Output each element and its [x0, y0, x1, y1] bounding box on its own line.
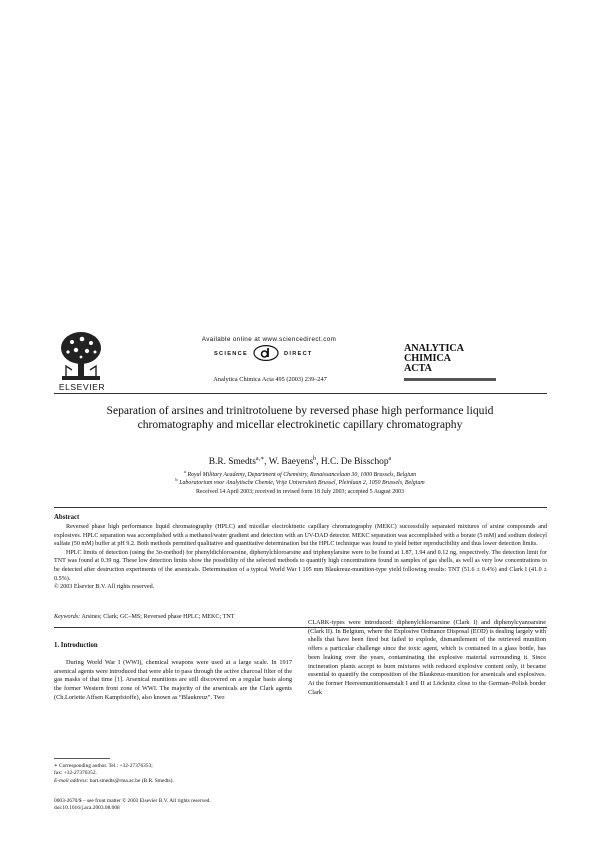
- journal-logo-bar: [404, 378, 496, 381]
- header-rule: [54, 393, 547, 394]
- copyright-line: © 2003 Elsevier B.V. All rights reserved.: [54, 584, 155, 591]
- author-affiliation-mark: a,∗: [255, 456, 265, 462]
- affiliation-text: Royal Military Academy, Department of Chemistry, Renaissancelaan 30, 1000 Brussels, Belgium: [187, 471, 417, 478]
- left-column: [54, 659, 292, 703]
- body-paragraph: During World War I (WWI), chemical weapons were used at a large scale. In 1917 arsenical agents were introduced that were able to pass through the active charcoal filter of the gas masks of that time [1]. Arsenical munitions are still discovered on a regular basis along the former Western front zone of WWI. The majority of the arsenicals are the Clark agents (Ch.Loriette Affsen Kampfstoffe), also known as “Blaukreuz”. Two: [54, 659, 292, 701]
- journal-citation: Analytica Chimica Acta 495 (2003) 239–247: [213, 376, 327, 383]
- affiliation-text: Laboratorium voor Analytische Chemie, Vrije Universiteit Brussel, Pleinlaan 2, 1050 Brussels, Belgium: [179, 479, 425, 486]
- fax-note: fax: +32-27376352.: [54, 770, 97, 777]
- sciencedirect-logo-right: DIRECT: [284, 351, 313, 357]
- journal-title-line: CHIMICA: [404, 353, 451, 364]
- received-dates: Received 14 April 2003; received in revised form 18 July 2003; accepted 5 August 2003: [195, 489, 405, 495]
- affiliation-mark: b: [175, 477, 178, 482]
- author-name: W. Baeyens: [268, 457, 314, 468]
- publisher-name: ELSEVIER: [58, 382, 106, 392]
- abstract-top-rule: [54, 507, 547, 508]
- affiliation: [90, 477, 510, 486]
- issn-line: 0003-2670/$ – see front matter © 2003 Elsevier B.V. All rights reserved.: [54, 798, 211, 804]
- doi-line: doi:10.1016/j.aca.2003.08.008: [54, 805, 120, 812]
- sciencedirect-logo-left: SCIENCE: [214, 351, 248, 357]
- footnote-rule: [54, 758, 110, 759]
- corresponding-author-note: ∗ Corresponding author. Tel.: +32-27376353;: [54, 763, 153, 769]
- article-title: Separation of arsines and trinitrotoluene by reversed phase high performance liquid chromatography and micellar electrokinetic capillary chromatography: [106, 404, 494, 431]
- affiliation-mark: a: [183, 469, 186, 474]
- author-name: B.R. Smedts: [208, 457, 256, 468]
- publication-info: [54, 798, 354, 813]
- available-online-line: Available online at www.sciencedirect.com: [201, 336, 337, 343]
- email-address: bart.smedts@rma.ac.be (B.R. Smedts).: [89, 777, 174, 784]
- abstract-paragraph: HPLC limits of detection (using the 3σ-method) for phenyldichloroarsine, diphenylchloroarsine and triphenylarsine were to be found at 1.87, 1.94 and 0.12 ng, respectively. The detection limit for TNT was found at 0.39 ng. These low detection limits show the possibility of the selected methods to quantify high concentrations found in samples of gas shells, as well as very low concentrations to be detected after destruction experiments of the arsenicals. Determination of a typical World War I 105 mm Blaukreuz-munition-type yield following results: TNT (51.6 ± 0.4%) and Clark I (41.0 ± 0.5%).: [54, 549, 547, 582]
- elsevier-tree-logo: [58, 330, 104, 382]
- author-list: B.R. Smedts$^{a,∗}$, W. Baeyens$^b$, H.C. De Bisschop$^a$: [208, 456, 392, 468]
- abstract-body: [54, 523, 547, 592]
- sciencedirect-logo: [176, 345, 366, 361]
- section-heading: 1. Introduction: [54, 642, 98, 649]
- author-name: H.C. De Bisschop: [320, 457, 389, 468]
- keywords-label: Keywords:: [54, 614, 81, 620]
- email-note: [54, 778, 292, 785]
- abstract-heading: Abstract: [54, 514, 80, 521]
- body-paragraph: CLARK-types were introduced: diphenylchloroarsine (Clark I) and diphenylcyanoarsine (Clark II). In Belgium, where the Explosive Ordnance Disposal (EOD) is dealing largely with shells that have been fired but failed to explode, dismantlement of the retrieved munition offers a particular challenge since the toxic agent, which is contained in a glass bottle, has been leaking over the years, contaminating the explosive material surrounding it. Since incineration plants accept to burn mixtures with reduced explosive content only, it became essential to quantify the composition of the Blaukreuz-munition for arsenicals and explosives. At the former Heeresmunitionsanstalt I and II at Löcknitz close to the German–Polish border Clark: [308, 619, 546, 696]
- sciencedirect-d-icon: [253, 345, 279, 361]
- keywords-text: Arsines; Clark; GC–MS; Reversed phase HPLC; MEKC; TNT: [81, 614, 235, 620]
- email-label: E-mail address:: [54, 777, 89, 784]
- author-affiliation-mark: a: [388, 456, 392, 462]
- journal-title-line: ANALYTICA: [404, 343, 464, 354]
- author-affiliation-mark: b: [313, 456, 317, 462]
- journal-title-block: [404, 344, 494, 374]
- footnotes: [54, 763, 292, 785]
- journal-title-line: ACTA: [404, 363, 432, 374]
- abstract-paragraph: Reversed phase high performance liquid chromatography (HPLC) and micellar electrokinetic capillary chromatography (MEKC) successfully separated mixtures of arsine compounds and explosives. HPLC separation was accomplished with a methanol/water gradient and detection with an UV-DAD detector. MEKC separation was accomplished with a borate (5 mM) and sodium dodecyl sulfate (50 mM) buffer at pH 9.2. Both methods permitted qualitative and quantitative determination but the HPLC technique was found to yield better reproducibility and thus lower detection limits.: [54, 524, 547, 548]
- right-column: [308, 619, 546, 697]
